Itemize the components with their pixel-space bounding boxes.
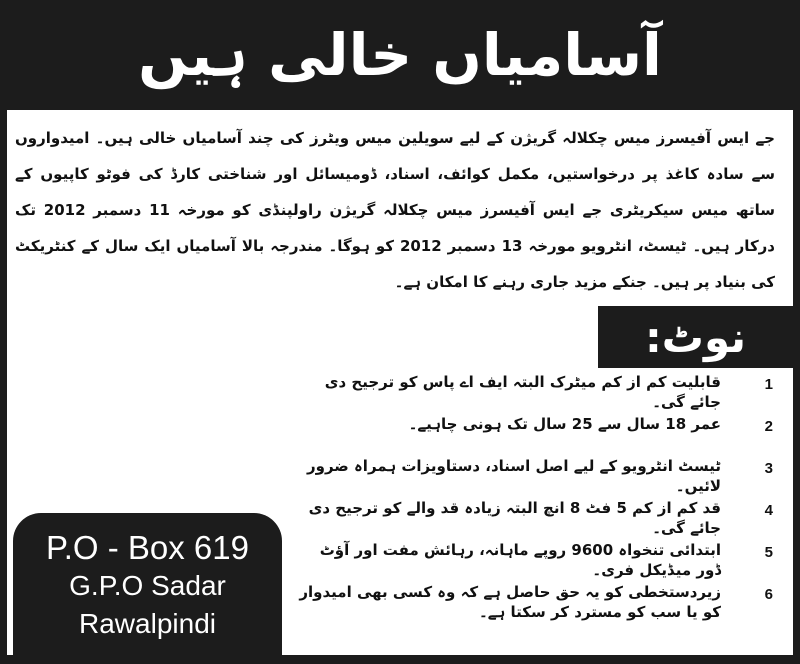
item-text: عمر 18 سال سے 25 سال تک ہونی چاہیے۔ xyxy=(408,415,721,433)
po-box-line: P.O - Box 619 xyxy=(45,529,249,566)
item-number: 6 xyxy=(764,586,773,603)
note-row xyxy=(7,306,793,368)
conditions-list xyxy=(293,372,773,624)
item-number: 1 xyxy=(764,376,773,393)
item-number: 2 xyxy=(764,418,773,435)
ad-title: آسامیاں خالی ہیں xyxy=(138,21,662,89)
item-number: 4 xyxy=(764,502,773,519)
list-item xyxy=(293,582,773,624)
list-item xyxy=(293,456,773,498)
item-text: قد کم از کم 5 فٹ 8 انچ البتہ زیادہ قد والے کو ترجیح دی جائے گی۔ xyxy=(308,499,721,537)
city-line: Rawalpindi xyxy=(79,608,216,639)
note-heading: نوٹ: xyxy=(598,306,793,368)
gpo-line: G.P.O Sadar xyxy=(69,570,226,601)
item-text: زیردستخطی کو یہ حق حاصل ہے کہ وہ کسی بھی امیدوار کو یا سب کو مسترد کر سکتا ہے۔ xyxy=(299,583,721,621)
list-item xyxy=(293,498,773,540)
item-text: قابلیت کم از کم میٹرک البتہ ایف اے پاس کو ترجیح دی جائے گی۔ xyxy=(324,373,721,411)
item-text: ابتدائی تنخواہ 9600 روپے ماہانہ، رہائش مفت اور آؤٹ ڈور میڈیکل فری۔ xyxy=(319,541,721,579)
item-number: 5 xyxy=(764,544,773,561)
ad-body xyxy=(7,110,793,655)
announcement-paragraph: جے ایس آفیسرز میس چکلالہ گریژن کے لیے سویلین میس ویٹرز کی چند آسامیاں خالی ہیں۔ امیدواروں سے سادہ کاغذ پر درخواستیں، مکمل کوائف، اسناد، ڈومیسائل اور شناختی کارڈ کی فوٹو کاپیوں کے ساتھ میس سیکریٹری جے ایس آفیسرز میس چکلالہ گریژن راولپنڈی کو مورخہ 11 دسمبر 2012 تک درکار ہیں۔ ٹیسٹ، انٹرویو مورخہ 13 دسمبر 2012 کو ہوگا۔ مندرجہ بالا آسامیاں ایک سال کے کنٹریکٹ کی بنیاد پر ہیں۔ جنکے مزید جاری رہنے کا امکان ہے۔ xyxy=(15,129,776,291)
item-number: 3 xyxy=(764,460,773,477)
list-item xyxy=(293,540,773,582)
list-item xyxy=(293,414,773,456)
address-box xyxy=(13,513,282,655)
list-item xyxy=(293,372,773,414)
item-text: ٹیسٹ انٹرویو کے لیے اصل اسناد، دستاویزات ہمراہ ضرور لائیں۔ xyxy=(307,457,721,495)
